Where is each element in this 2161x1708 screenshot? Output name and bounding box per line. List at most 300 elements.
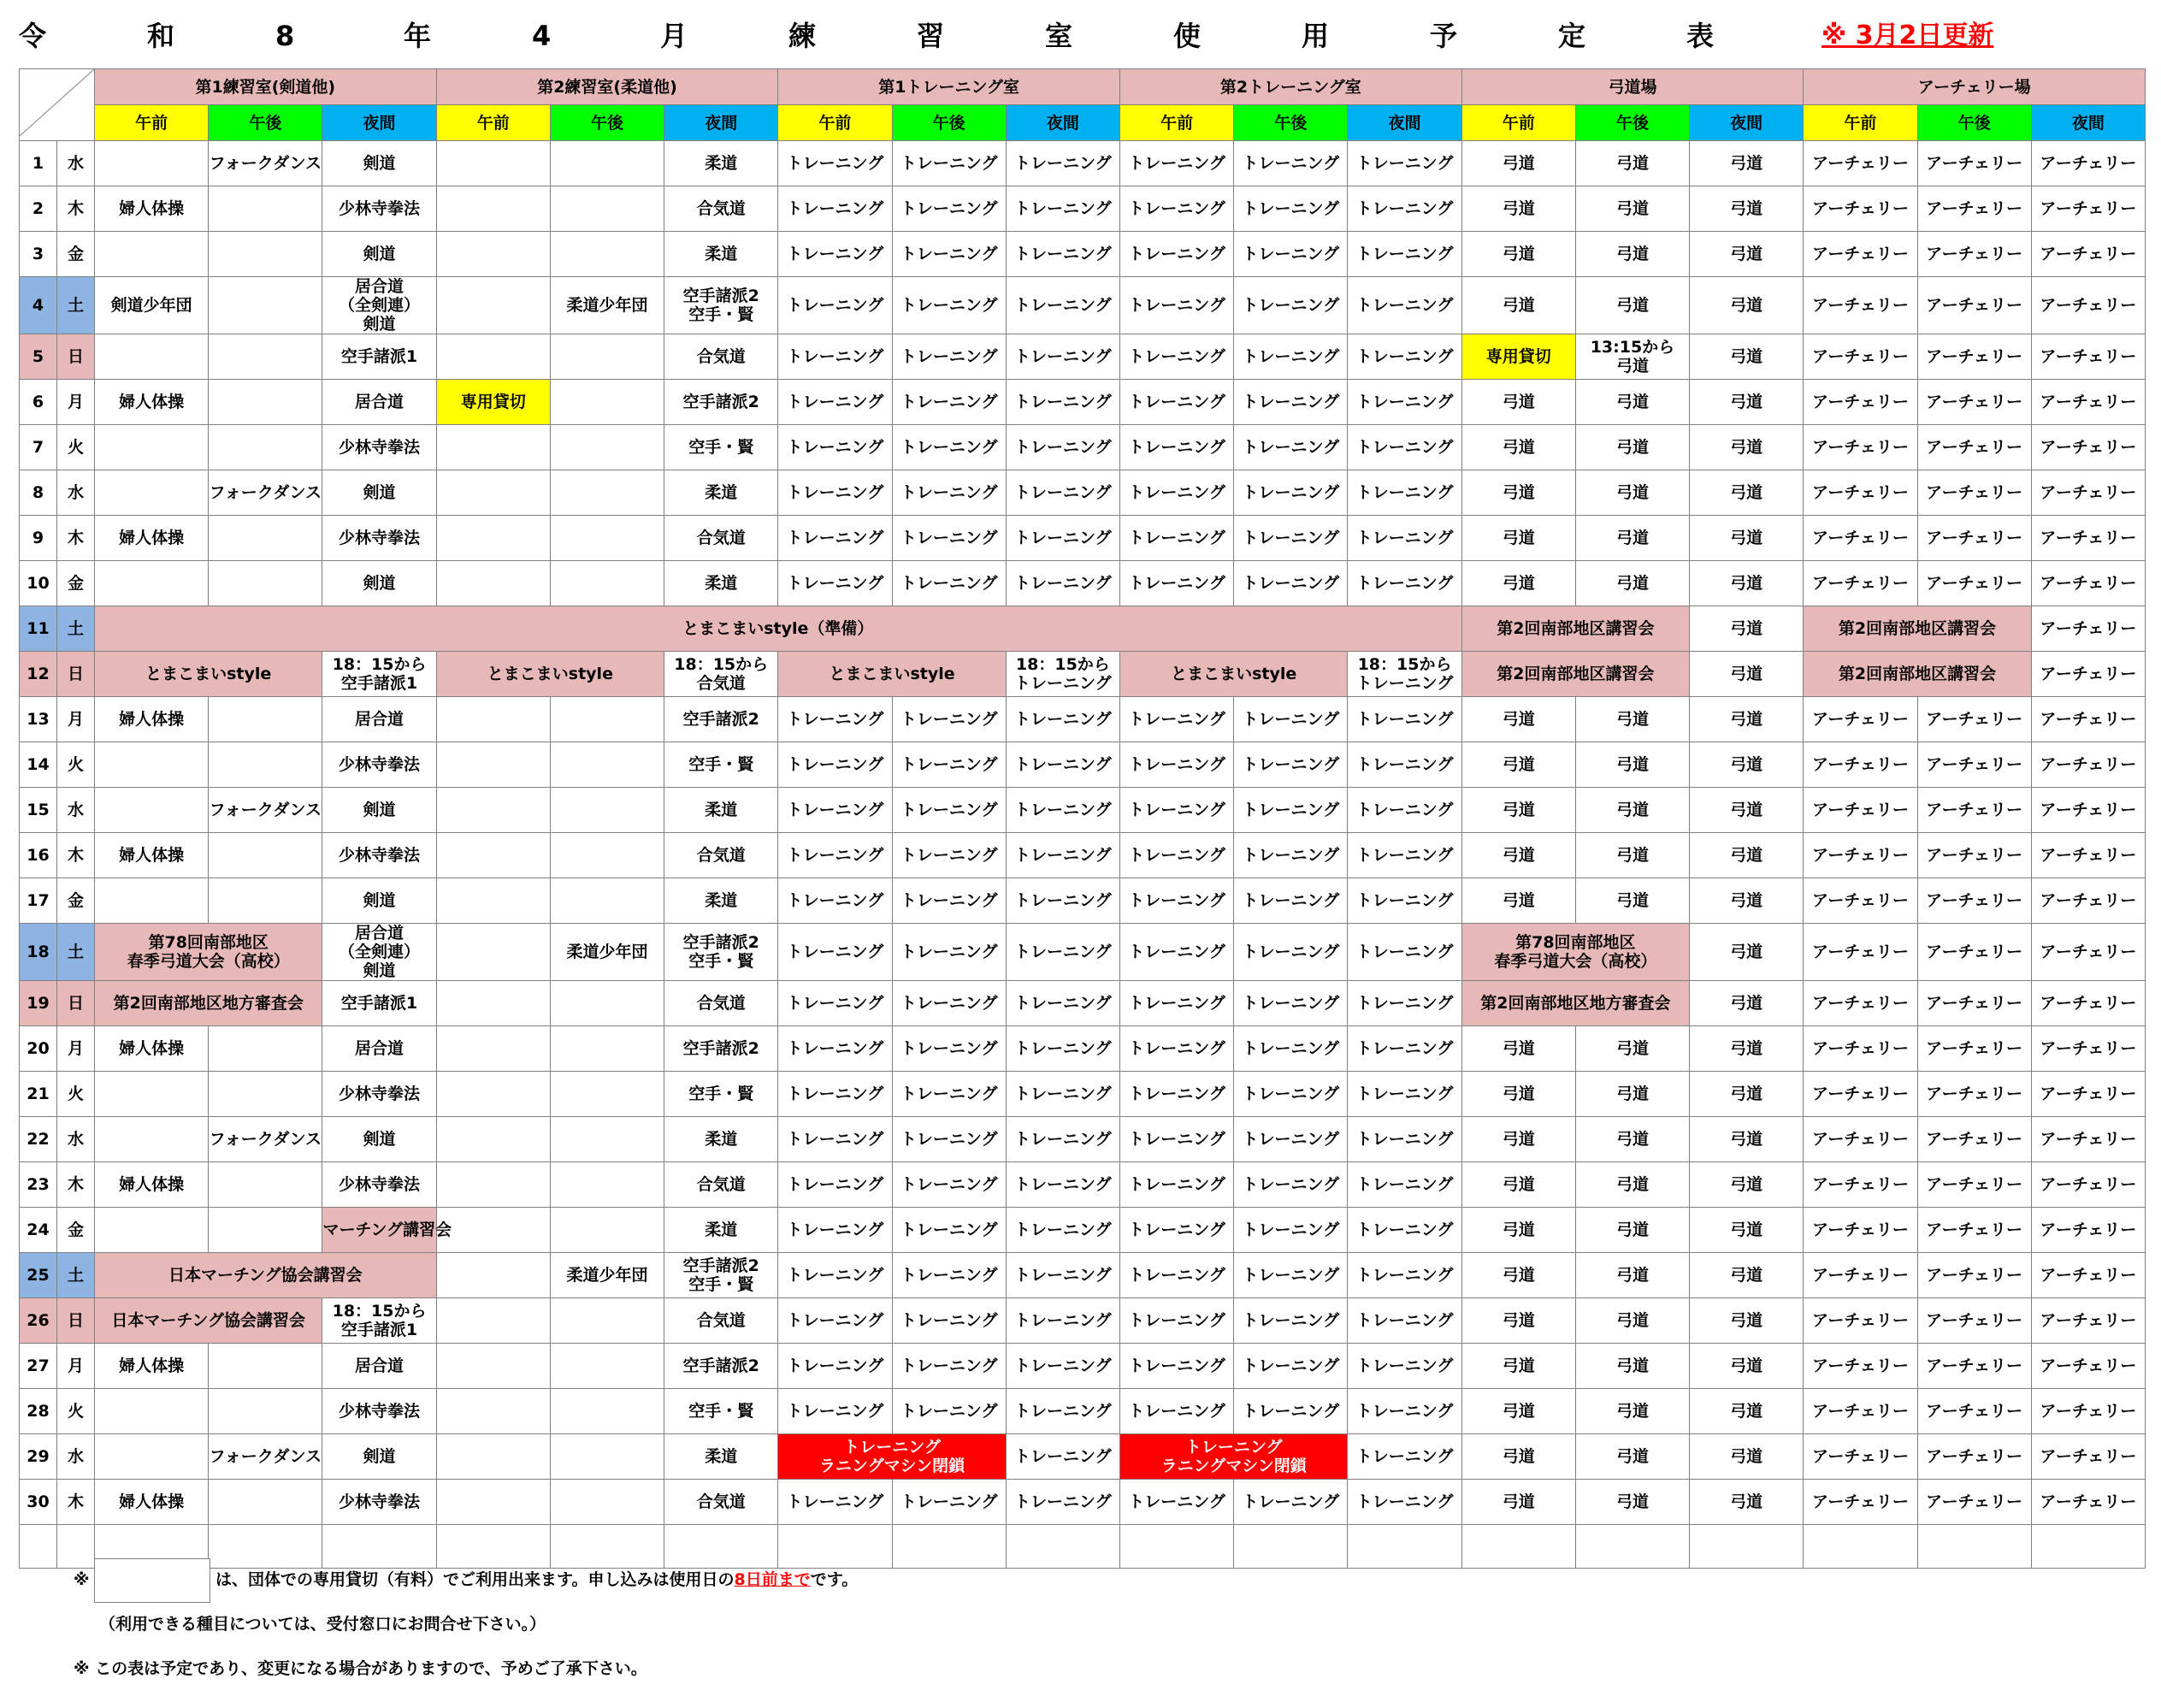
day-row — [20, 606, 2146, 652]
schedule-cell — [209, 1344, 322, 1389]
schedule-cell: アーチェリー — [1917, 561, 2031, 606]
schedule-cell: 空手諸派2 — [664, 380, 778, 425]
schedule-cell: 少林寺拳法 — [322, 1162, 436, 1208]
schedule-cell: トレーニング — [1119, 924, 1233, 981]
weekday: 水 — [57, 1117, 95, 1162]
weekday: 木 — [57, 1162, 95, 1208]
schedule-cell: 専用貸切 — [1461, 334, 1575, 380]
schedule-cell: トレーニング — [1234, 1253, 1348, 1298]
note-line-3: ※ この表は予定であり、変更になる場合がありますので、予めご了承下さい。 — [74, 1659, 647, 1678]
period-header: 午前 — [95, 105, 209, 141]
schedule-cell — [209, 380, 322, 425]
schedule-cell: 弓道 — [1461, 470, 1575, 516]
schedule-cell: トレーニング — [1234, 788, 1348, 833]
day-row — [20, 561, 2146, 606]
schedule-cell: フォークダンス — [209, 788, 322, 833]
schedule-cell: マーチング講習会 — [322, 1208, 436, 1253]
schedule-cell: 弓道 — [1690, 742, 1804, 788]
schedule-cell: トレーニング — [1234, 186, 1348, 232]
schedule-cell: 弓道 — [1461, 878, 1575, 924]
schedule-cell: トレーニング — [1234, 1026, 1348, 1072]
note-line-1-end: です。 — [810, 1570, 859, 1589]
schedule-cell: 空手諸派2 — [664, 1026, 778, 1072]
schedule-cell: 少林寺拳法 — [322, 516, 436, 561]
schedule-cell: 弓道 — [1461, 141, 1575, 186]
schedule-cell: トレーニング — [1006, 561, 1119, 606]
schedule-cell: 弓道 — [1690, 516, 1804, 561]
day-row — [20, 232, 2146, 277]
schedule-cell: トレーニング — [1119, 1298, 1233, 1344]
schedule-cell: 弓道 — [1690, 788, 1804, 833]
schedule-cell: トレーニング — [1234, 1298, 1348, 1344]
schedule-cell: 合気道 — [664, 186, 778, 232]
schedule-cell: 居合道 — [322, 1344, 436, 1389]
schedule-cell: アーチェリー — [1804, 141, 1917, 186]
schedule-cell: アーチェリー — [2031, 1298, 2145, 1344]
schedule-cell — [95, 1208, 209, 1253]
schedule-cell — [550, 833, 664, 878]
facility-header: 第2トレーニング室 — [1119, 69, 1461, 105]
period-header: 午後 — [550, 105, 664, 141]
schedule-cell: トレーニング — [1119, 697, 1233, 742]
schedule-cell: アーチェリー — [1917, 186, 2031, 232]
weekday: 月 — [57, 380, 95, 425]
schedule-cell: 弓道 — [1461, 833, 1575, 878]
schedule-cell: 少林寺拳法 — [322, 1480, 436, 1525]
schedule-cell: トレーニング — [1348, 1253, 1461, 1298]
schedule-cell — [436, 470, 550, 516]
title-char: 和 — [147, 20, 175, 52]
schedule-cell: 弓道 — [1690, 697, 1804, 742]
schedule-cell: トレーニング — [1119, 878, 1233, 924]
schedule-cell — [436, 277, 550, 334]
period-header: 夜間 — [1690, 105, 1804, 141]
schedule-cell: トレーニング — [1119, 232, 1233, 277]
day-number: 1 — [20, 141, 57, 186]
schedule-cell: トレーニング — [778, 1344, 892, 1389]
schedule-cell — [95, 425, 209, 470]
day-number: 22 — [20, 1117, 57, 1162]
schedule-cell: 弓道 — [1690, 186, 1804, 232]
schedule-cell: 弓道 — [1461, 1253, 1575, 1298]
weekday: 火 — [57, 1389, 95, 1434]
period-header: 夜間 — [322, 105, 436, 141]
note-line-1 — [216, 1569, 858, 1591]
schedule-cell: トレーニング — [1006, 1117, 1119, 1162]
schedule-cell: 空手諸派1 — [322, 334, 436, 380]
blank-cell — [778, 1525, 892, 1569]
schedule-cell: アーチェリー — [1917, 141, 2031, 186]
schedule-cell: 剣道 — [322, 1434, 436, 1480]
schedule-cell: アーチェリー — [2031, 1072, 2145, 1117]
schedule-cell: トレーニング — [1006, 1389, 1119, 1434]
weekday: 月 — [57, 1026, 95, 1072]
schedule-cell: トレーニング — [1234, 380, 1348, 425]
schedule-cell: トレーニング — [1348, 788, 1461, 833]
day-row — [20, 742, 2146, 788]
schedule-cell — [95, 561, 209, 606]
day-number: 2 — [20, 186, 57, 232]
schedule-cell: トレーニング ラニングマシン閉鎖 — [778, 1434, 1006, 1480]
schedule-cell: 弓道 — [1690, 981, 1804, 1026]
schedule-cell: 弓道 — [1690, 1162, 1804, 1208]
schedule-cell: トレーニング — [778, 833, 892, 878]
schedule-cell: 弓道 — [1690, 606, 1804, 652]
schedule-cell: 弓道 — [1461, 1298, 1575, 1344]
schedule-cell — [550, 425, 664, 470]
schedule-cell: トレーニング — [1348, 561, 1461, 606]
schedule-cell: アーチェリー — [2031, 380, 2145, 425]
schedule-cell: トレーニング — [778, 277, 892, 334]
schedule-cell: 18：15から トレーニング — [1006, 652, 1119, 697]
schedule-cell: 剣道 — [322, 470, 436, 516]
weekday: 日 — [57, 334, 95, 380]
blank-cell — [1119, 1525, 1233, 1569]
schedule-cell: 空手諸派1 — [322, 981, 436, 1026]
day-number: 15 — [20, 788, 57, 833]
schedule-cell: 柔道 — [664, 470, 778, 516]
schedule-cell: アーチェリー — [2031, 652, 2145, 697]
day-row — [20, 1344, 2146, 1389]
corner-cell — [20, 69, 95, 141]
schedule-cell: トレーニング — [892, 1389, 1006, 1434]
schedule-cell: トレーニング — [1119, 1208, 1233, 1253]
schedule-cell: 婦人体操 — [95, 380, 209, 425]
schedule-cell: 弓道 — [1690, 878, 1804, 924]
schedule-cell — [550, 1298, 664, 1344]
schedule-cell — [95, 1117, 209, 1162]
blank-cell — [1917, 1525, 2031, 1569]
schedule-cell: トレーニング — [778, 561, 892, 606]
blank-cell — [322, 1525, 436, 1569]
schedule-cell: 居合道 （全剣連） 剣道 — [322, 924, 436, 981]
schedule-cell: トレーニング — [892, 742, 1006, 788]
schedule-cell: トレーニング — [778, 380, 892, 425]
schedule-cell: 日本マーチング協会講習会 — [95, 1253, 437, 1298]
schedule-cell: トレーニング — [1006, 924, 1119, 981]
schedule-cell: トレーニング — [778, 1072, 892, 1117]
schedule-cell — [550, 1480, 664, 1525]
schedule-cell: トレーニング — [778, 425, 892, 470]
schedule-cell: 弓道 — [1690, 232, 1804, 277]
schedule-cell: トレーニング — [1006, 1344, 1119, 1389]
schedule-cell: 少林寺拳法 — [322, 186, 436, 232]
schedule-cell: トレーニング — [1119, 470, 1233, 516]
schedule-cell: 空手諸派2 空手・賢 — [664, 1253, 778, 1298]
weekday: 土 — [57, 1253, 95, 1298]
weekday: 土 — [57, 606, 95, 652]
weekday: 金 — [57, 1208, 95, 1253]
schedule-cell — [550, 141, 664, 186]
schedule-cell: アーチェリー — [1804, 1026, 1917, 1072]
schedule-cell: アーチェリー — [2031, 470, 2145, 516]
schedule-cell: アーチェリー — [2031, 561, 2145, 606]
title-char: 室 — [1045, 20, 1073, 52]
schedule-cell: 弓道 — [1575, 1026, 1689, 1072]
schedule-cell: 弓道 — [1690, 425, 1804, 470]
schedule-cell — [209, 561, 322, 606]
schedule-cell: 空手・賢 — [664, 1389, 778, 1434]
period-header: 午後 — [892, 105, 1006, 141]
schedule-cell: トレーニング — [1119, 981, 1233, 1026]
schedule-cell: トレーニング — [1119, 1072, 1233, 1117]
period-header: 夜間 — [2031, 105, 2145, 141]
period-header: 午後 — [1234, 105, 1348, 141]
schedule-cell: アーチェリー — [2031, 742, 2145, 788]
schedule-cell: アーチェリー — [2031, 788, 2145, 833]
period-header: 午後 — [1917, 105, 2031, 141]
day-row — [20, 697, 2146, 742]
schedule-cell: トレーニング — [892, 1253, 1006, 1298]
schedule-cell: 弓道 — [1461, 425, 1575, 470]
schedule-cell: アーチェリー — [1917, 1208, 2031, 1253]
schedule-cell: フォークダンス — [209, 141, 322, 186]
blank-cell — [664, 1525, 778, 1569]
schedule-cell: とまこまいstyle — [95, 652, 322, 697]
schedule-cell: 第2回南部地区講習会 — [1461, 652, 1689, 697]
schedule-cell: トレーニング — [1234, 141, 1348, 186]
schedule-cell: トレーニング — [1006, 516, 1119, 561]
corner-diagonal — [20, 69, 94, 136]
schedule-cell — [436, 788, 550, 833]
schedule-cell: 弓道 — [1461, 277, 1575, 334]
schedule-cell: トレーニング — [1234, 981, 1348, 1026]
schedule-cell: トレーニング — [1348, 1162, 1461, 1208]
schedule-cell: アーチェリー — [1917, 924, 2031, 981]
schedule-cell: トレーニング — [892, 878, 1006, 924]
schedule-cell: トレーニング — [778, 1162, 892, 1208]
schedule-cell: トレーニング — [1119, 1026, 1233, 1072]
schedule-cell: トレーニング — [892, 561, 1006, 606]
schedule-cell: 少林寺拳法 — [322, 1072, 436, 1117]
schedule-cell — [436, 561, 550, 606]
schedule-cell: トレーニング — [1234, 1389, 1348, 1434]
schedule-cell: 柔道少年団 — [550, 277, 664, 334]
day-number: 18 — [20, 924, 57, 981]
schedule-cell — [550, 334, 664, 380]
day-row — [20, 1208, 2146, 1253]
schedule-cell: トレーニング — [1006, 1208, 1119, 1253]
schedule-cell — [550, 1026, 664, 1072]
day-number: 27 — [20, 1344, 57, 1389]
schedule-cell: 弓道 — [1690, 277, 1804, 334]
schedule-cell — [550, 1208, 664, 1253]
schedule-cell: アーチェリー — [2031, 878, 2145, 924]
schedule-cell: 空手・賢 — [664, 1072, 778, 1117]
schedule-cell: 合気道 — [664, 1480, 778, 1525]
blank-cell — [1348, 1525, 1461, 1569]
schedule-cell: 弓道 — [1690, 1298, 1804, 1344]
schedule-cell: アーチェリー — [1804, 1344, 1917, 1389]
day-number: 20 — [20, 1026, 57, 1072]
schedule-cell: 弓道 — [1690, 1344, 1804, 1389]
schedule-cell: アーチェリー — [2031, 1117, 2145, 1162]
schedule-cell: 弓道 — [1575, 1344, 1689, 1389]
weekday: 金 — [57, 561, 95, 606]
schedule-cell: トレーニング ラニングマシン閉鎖 — [1119, 1434, 1347, 1480]
schedule-cell: トレーニング — [1348, 833, 1461, 878]
schedule-cell: 弓道 — [1461, 1344, 1575, 1389]
schedule-cell: 弓道 — [1690, 1389, 1804, 1434]
schedule-cell: 弓道 — [1461, 1480, 1575, 1525]
day-number: 23 — [20, 1162, 57, 1208]
schedule-cell: 剣道 — [322, 878, 436, 924]
day-number: 24 — [20, 1208, 57, 1253]
schedule-cell — [436, 1253, 550, 1298]
schedule-cell: アーチェリー — [1917, 1480, 2031, 1525]
schedule-cell: 第2回南部地区地方審査会 — [95, 981, 322, 1026]
day-number: 11 — [20, 606, 57, 652]
schedule-cell: 空手諸派2 — [664, 1344, 778, 1389]
schedule-cell — [550, 697, 664, 742]
schedule-cell: 日本マーチング協会講習会 — [95, 1298, 322, 1344]
facility-header: アーチェリー場 — [1804, 69, 2146, 105]
day-row — [20, 1389, 2146, 1434]
schedule-cell: 婦人体操 — [95, 833, 209, 878]
day-row — [20, 1480, 2146, 1525]
schedule-cell: トレーニング — [1119, 742, 1233, 788]
schedule-cell: 剣道 — [322, 788, 436, 833]
schedule-cell: アーチェリー — [2031, 1026, 2145, 1072]
schedule-cell: アーチェリー — [1804, 833, 1917, 878]
schedule-cell — [436, 232, 550, 277]
schedule-cell: アーチェリー — [1917, 1117, 2031, 1162]
schedule-cell: トレーニング — [892, 1117, 1006, 1162]
weekday: 水 — [57, 1434, 95, 1480]
rental-legend-box — [94, 1558, 210, 1603]
weekday: 土 — [57, 277, 95, 334]
schedule-cell: 弓道 — [1575, 516, 1689, 561]
schedule-cell: アーチェリー — [1917, 1298, 2031, 1344]
schedule-cell — [95, 232, 209, 277]
schedule-cell: トレーニング — [1234, 1072, 1348, 1117]
schedule-cell: トレーニング — [1348, 1026, 1461, 1072]
schedule-cell: アーチェリー — [1917, 833, 2031, 878]
schedule-cell: トレーニング — [1234, 1117, 1348, 1162]
page-title — [19, 15, 2037, 56]
schedule-cell: 空手・賢 — [664, 742, 778, 788]
schedule-cell: トレーニング — [1348, 1434, 1461, 1480]
schedule-cell: トレーニング — [1119, 516, 1233, 561]
schedule-cell: 合気道 — [664, 981, 778, 1026]
schedule-cell: 空手・賢 — [664, 425, 778, 470]
weekday: 日 — [57, 652, 95, 697]
schedule-cell: アーチェリー — [1917, 878, 2031, 924]
schedule-cell: 少林寺拳法 — [322, 833, 436, 878]
schedule-cell: トレーニング — [1348, 1389, 1461, 1434]
schedule-cell — [550, 878, 664, 924]
schedule-cell: アーチェリー — [1804, 924, 1917, 981]
schedule-cell — [550, 186, 664, 232]
blank-cell — [57, 1525, 95, 1569]
schedule-cell: 婦人体操 — [95, 1480, 209, 1525]
schedule-cell: トレーニング — [892, 1026, 1006, 1072]
schedule-cell: トレーニング — [1234, 1344, 1348, 1389]
note-mark: ※ — [74, 1570, 90, 1589]
schedule-cell: トレーニング — [892, 1298, 1006, 1344]
schedule-cell: 弓道 — [1690, 1253, 1804, 1298]
schedule-cell: アーチェリー — [1804, 425, 1917, 470]
blank-cell — [1234, 1525, 1348, 1569]
schedule-cell — [550, 561, 664, 606]
schedule-cell: アーチェリー — [1917, 425, 2031, 470]
schedule-cell: トレーニング — [892, 277, 1006, 334]
blank-cell — [892, 1525, 1006, 1569]
schedule-cell: トレーニング — [778, 1117, 892, 1162]
title-char: 4 — [532, 20, 552, 52]
schedule-cell — [436, 1072, 550, 1117]
schedule-cell — [209, 186, 322, 232]
schedule-cell: トレーニング — [892, 924, 1006, 981]
schedule-cell: アーチェリー — [2031, 1480, 2145, 1525]
schedule-cell: アーチェリー — [1917, 788, 2031, 833]
schedule-cell: 弓道 — [1575, 1162, 1689, 1208]
schedule-cell: アーチェリー — [1804, 878, 1917, 924]
schedule-cell: 婦人体操 — [95, 186, 209, 232]
schedule-cell — [209, 334, 322, 380]
schedule-cell: 弓道 — [1461, 1389, 1575, 1434]
schedule-cell: トレーニング — [778, 516, 892, 561]
title-char: 令 — [19, 20, 47, 52]
schedule-cell: 柔道 — [664, 878, 778, 924]
schedule-cell: 柔道 — [664, 561, 778, 606]
schedule-cell: 弓道 — [1461, 380, 1575, 425]
schedule-cell — [436, 981, 550, 1026]
schedule-cell: アーチェリー — [1917, 1344, 2031, 1389]
schedule-cell — [550, 1434, 664, 1480]
schedule-cell: 柔道 — [664, 1434, 778, 1480]
day-row — [20, 380, 2146, 425]
schedule-cell: アーチェリー — [1804, 981, 1917, 1026]
schedule-cell: トレーニング — [1348, 141, 1461, 186]
schedule-cell: トレーニング — [1348, 425, 1461, 470]
schedule-cell: トレーニング — [892, 334, 1006, 380]
day-row — [20, 1026, 2146, 1072]
day-row — [20, 1434, 2146, 1480]
schedule-cell: 婦人体操 — [95, 1162, 209, 1208]
schedule-cell: 居合道 （全剣連） 剣道 — [322, 277, 436, 334]
schedule-cell: 第78回南部地区 春季弓道大会（高校） — [95, 924, 322, 981]
schedule-cell: アーチェリー — [2031, 1344, 2145, 1389]
schedule-cell — [436, 141, 550, 186]
schedule-cell — [436, 516, 550, 561]
schedule-cell: トレーニング — [892, 697, 1006, 742]
day-row — [20, 334, 2146, 380]
schedule-cell: アーチェリー — [1804, 186, 1917, 232]
schedule-cell — [209, 516, 322, 561]
schedule-cell: 弓道 — [1690, 470, 1804, 516]
schedule-cell: トレーニング — [1234, 924, 1348, 981]
schedule-cell: 婦人体操 — [95, 1026, 209, 1072]
schedule-cell — [550, 232, 664, 277]
schedule-cell: 弓道 — [1575, 1072, 1689, 1117]
schedule-cell: アーチェリー — [1917, 1389, 2031, 1434]
schedule-cell: 婦人体操 — [95, 697, 209, 742]
schedule-cell: 柔道 — [664, 1208, 778, 1253]
schedule-cell: トレーニング — [1006, 878, 1119, 924]
schedule-cell: トレーニング — [892, 141, 1006, 186]
day-row — [20, 924, 2146, 981]
schedule-cell: アーチェリー — [1804, 561, 1917, 606]
schedule-cell: トレーニング — [778, 742, 892, 788]
schedule-cell: トレーニング — [778, 1253, 892, 1298]
schedule-cell: アーチェリー — [1917, 1026, 2031, 1072]
schedule-cell: トレーニング — [1006, 141, 1119, 186]
schedule-cell: 弓道 — [1575, 788, 1689, 833]
schedule-cell: トレーニング — [1119, 141, 1233, 186]
schedule-cell — [95, 742, 209, 788]
schedule-cell: トレーニング — [1006, 833, 1119, 878]
